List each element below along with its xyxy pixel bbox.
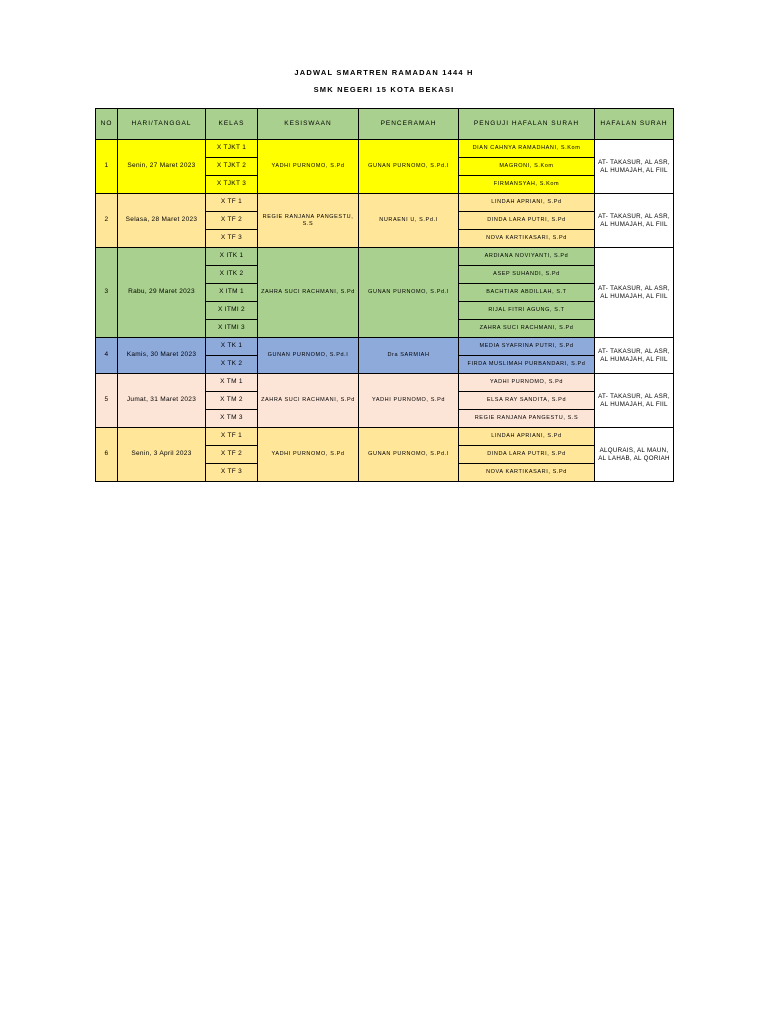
row-kelas: X TJKT 2 [206, 158, 258, 176]
row-kesiswaan: ZAHRA SUCI RACHMANI, S.Pd [258, 374, 359, 428]
row-penceramah: Dra SARMIAH [359, 338, 459, 374]
row-number: 4 [96, 338, 118, 374]
row-hafalan: ALQURAIS, AL MAUN, AL LAHAB, AL QORIAH [595, 428, 674, 482]
row-date: Selasa, 28 Maret 2023 [118, 194, 206, 248]
row-penguji: NOVA KARTIKASARI, S.Pd [459, 230, 595, 248]
row-penceramah: GUNAN PURNOMO, S.Pd.I [359, 428, 459, 482]
row-hafalan: AT- TAKASUR, AL ASR, AL HUMAJAH, AL FIIL [595, 194, 674, 248]
header-no: NO [96, 109, 118, 140]
header-hafalan: HAFALAN SURAH [595, 109, 674, 140]
header-penguji: PENGUJI HAFALAN SURAH [459, 109, 595, 140]
row-number: 6 [96, 428, 118, 482]
row-number: 5 [96, 374, 118, 428]
row-kelas: X TM 1 [206, 374, 258, 392]
row-penguji: DINDA LARA PUTRI, S.Pd [459, 212, 595, 230]
row-kelas: X TF 3 [206, 230, 258, 248]
row-penguji: REGIE RANJANA PANGESTU, S.S [459, 410, 595, 428]
row-kelas: X TM 2 [206, 392, 258, 410]
header-kesiswaan: KESISWAAN [258, 109, 359, 140]
table-row [96, 374, 674, 392]
row-penguji: ARDIANA NOVIYANTI, S.Pd [459, 248, 595, 266]
row-kelas: X ITM 1 [206, 284, 258, 302]
row-penguji: MAGRONI, S.Kom [459, 158, 595, 176]
row-penceramah: NURAENI U, S.Pd.I [359, 194, 459, 248]
row-penguji: DINDA LARA PUTRI, S.Pd [459, 446, 595, 464]
table-row [96, 338, 674, 356]
row-number: 1 [96, 140, 118, 194]
row-penguji: RIJAL FITRI AGUNG, S.T [459, 302, 595, 320]
row-penceramah: YADHI PURNOMO, S.Pd [359, 374, 459, 428]
table-row [96, 194, 674, 212]
row-penguji: LINDAH APRIANI, S.Pd [459, 194, 595, 212]
header-row [96, 109, 674, 140]
row-kelas: X TM 3 [206, 410, 258, 428]
row-penguji: ASEP SUHANDI, S.Pd [459, 266, 595, 284]
row-penguji: FIRDA MUSLIMAH PURBANDARI, S.Pd [459, 356, 595, 374]
row-kesiswaan: ZAHRA SUCI RACHMANI, S.Pd [258, 248, 359, 338]
row-kelas: X TF 2 [206, 212, 258, 230]
row-kelas: X TF 1 [206, 428, 258, 446]
row-date: Senin, 3 April 2023 [118, 428, 206, 482]
row-kesiswaan: GUNAN PURNOMO, S.Pd.I [258, 338, 359, 374]
row-date: Jumat, 31 Maret 2023 [118, 374, 206, 428]
row-hafalan: AT- TAKASUR, AL ASR, AL HUMAJAH, AL FIIL [595, 248, 674, 338]
row-kelas: X TF 3 [206, 464, 258, 482]
row-hafalan: AT- TAKASUR, AL ASR, AL HUMAJAH, AL FIIL [595, 140, 674, 194]
row-number: 3 [96, 248, 118, 338]
row-hafalan: AT- TAKASUR, AL ASR, AL HUMAJAH, AL FIIL [595, 374, 674, 428]
row-kelas: X ITMI 3 [206, 320, 258, 338]
table-row [96, 248, 674, 266]
row-penceramah: GUNAN PURNOMO, S.Pd.I [359, 140, 459, 194]
table-row [96, 428, 674, 446]
row-kelas: X TF 1 [206, 194, 258, 212]
row-kelas: X ITK 2 [206, 266, 258, 284]
table-row [96, 140, 674, 158]
row-penceramah: GUNAN PURNOMO, S.Pd.I [359, 248, 459, 338]
row-kelas: X TJKT 3 [206, 176, 258, 194]
row-penguji: ZAHRA SUCI RACHMANI, S.Pd [459, 320, 595, 338]
row-kesiswaan: REGIE RANJANA PANGESTU, S.S [258, 194, 359, 248]
row-penguji: FIRMANSYAH, S.Kom [459, 176, 595, 194]
document-title: JADWAL SMARTREN RAMADAN 1444 H [294, 68, 474, 77]
row-penguji: DIAN CAHNYA RAMADHANI, S.Kom [459, 140, 595, 158]
row-number: 2 [96, 194, 118, 248]
row-kelas: X ITMI 2 [206, 302, 258, 320]
row-penguji: LINDAH APRIANI, S.Pd [459, 428, 595, 446]
row-kesiswaan: YADHI PURNOMO, S.Pd [258, 140, 359, 194]
row-kelas: X TK 2 [206, 356, 258, 374]
row-penguji: BACHTIAR ABDILLAH, S.T [459, 284, 595, 302]
school-name: SMK NEGERI 15 KOTA BEKASI [313, 85, 455, 94]
row-penguji: MEDIA SYAFRINA PUTRI, S.Pd [459, 338, 595, 356]
header-kelas: KELAS [206, 109, 258, 140]
row-kelas: X ITK 1 [206, 248, 258, 266]
header-penceramah: PENCERAMAH [359, 109, 459, 140]
row-kelas: X TJKT 1 [206, 140, 258, 158]
row-kelas: X TF 2 [206, 446, 258, 464]
row-date: Kamis, 30 Maret 2023 [118, 338, 206, 374]
header-date: HARI/TANGGAL [118, 109, 206, 140]
row-penguji: NOVA KARTIKASARI, S.Pd [459, 464, 595, 482]
row-kelas: X TK 1 [206, 338, 258, 356]
row-date: Senin, 27 Maret 2023 [118, 140, 206, 194]
row-hafalan: AT- TAKASUR, AL ASR, AL HUMAJAH, AL FIIL [595, 338, 674, 374]
row-penguji: YADHI PURNOMO, S.Pd [459, 374, 595, 392]
row-penguji: ELSA RAY SANDITA, S.Pd [459, 392, 595, 410]
row-kesiswaan: YADHI PURNOMO, S.Pd [258, 428, 359, 482]
schedule-table [95, 108, 674, 482]
row-date: Rabu, 29 Maret 2023 [118, 248, 206, 338]
